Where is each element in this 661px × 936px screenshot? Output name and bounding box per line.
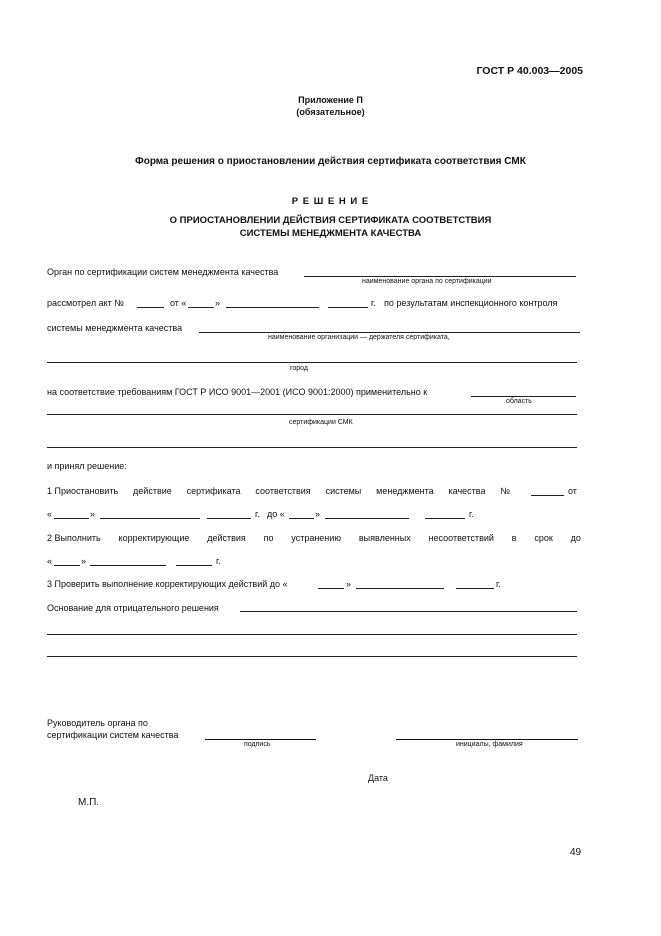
item-2-open-quote: « bbox=[47, 556, 53, 566]
item-2-word: по bbox=[263, 533, 274, 543]
item-1-word: менеджмента bbox=[376, 486, 434, 496]
compliance-label: на соответствие требованиям ГОСТ Р ИСО 9001—2001 (ИСО 9001:2000) применительно к bbox=[47, 387, 428, 397]
act-from-label: от « bbox=[170, 298, 187, 308]
act-label: рассмотрел акт № bbox=[47, 298, 124, 308]
date-label: Дата bbox=[368, 773, 388, 783]
basis-label: Основание для отрицательного решения bbox=[47, 603, 219, 613]
cert-field[interactable] bbox=[47, 414, 577, 415]
item-1-word: качества bbox=[448, 486, 486, 496]
head-label-2: сертификации систем качества bbox=[47, 730, 179, 740]
item-1-open-quote: « bbox=[47, 509, 53, 519]
item-1-word: действие bbox=[133, 486, 172, 496]
item-1-to-month-field[interactable] bbox=[325, 518, 409, 519]
item-3-label: 3 Проверить выполнение корректирующих действий до « bbox=[47, 579, 288, 589]
item-1-to-quote: » bbox=[315, 509, 321, 519]
item-2-word: в bbox=[511, 533, 517, 543]
decided-label: и принял решение: bbox=[47, 461, 127, 471]
item-1-word: 1 Приостановить bbox=[47, 486, 119, 496]
item-2-word: действия bbox=[207, 533, 246, 543]
item-3-year-field[interactable] bbox=[456, 588, 494, 589]
item-1-word: системы bbox=[325, 486, 362, 496]
item-1-to-label: до « bbox=[267, 509, 285, 519]
area-field[interactable] bbox=[471, 396, 576, 397]
name-hint: инициалы, фамилия bbox=[456, 741, 523, 748]
act-day-field[interactable] bbox=[188, 307, 214, 308]
item-3-quote: » bbox=[346, 579, 352, 589]
item-2-word: до bbox=[570, 533, 581, 543]
standard-number: ГОСТ Р 40.003—2005 bbox=[476, 65, 583, 77]
holder-hint: наименование организации — держателя сертификата, bbox=[268, 334, 450, 341]
item-2-year-label: г. bbox=[216, 556, 221, 566]
organ-hint: наименование органа по сертификации bbox=[362, 278, 492, 285]
item-1-text bbox=[47, 486, 510, 496]
item-2-word: корректирующие bbox=[118, 533, 190, 543]
item-2-word: выявленных bbox=[358, 533, 411, 543]
organ-label: Орган по сертификации систем менеджмента качества bbox=[47, 267, 279, 277]
decision-line-1: О ПРИОСТАНОВЛЕНИИ ДЕЙСТВИЯ СЕРТИФИКАТА СООТВЕТСТВИЯ bbox=[169, 215, 492, 226]
item-2-text bbox=[47, 533, 581, 543]
basis-field[interactable] bbox=[240, 611, 577, 612]
page-number: 49 bbox=[570, 847, 582, 858]
head-label-1: Руководитель органа по bbox=[47, 718, 148, 728]
item-2-word: срок bbox=[534, 533, 553, 543]
holder-field[interactable] bbox=[199, 332, 580, 333]
act-quote: » bbox=[215, 298, 221, 308]
form-title: Форма решения о приостановлении действия сертификата соответствия СМК bbox=[135, 156, 526, 167]
item-2-month-field[interactable] bbox=[90, 565, 166, 566]
item-2-close-quote: » bbox=[81, 556, 87, 566]
cert-number-field[interactable] bbox=[531, 495, 564, 496]
item-1-year-field[interactable] bbox=[207, 518, 251, 519]
act-year-field[interactable] bbox=[328, 307, 368, 308]
signature-field[interactable] bbox=[205, 739, 316, 740]
item-1-to-day-field[interactable] bbox=[289, 518, 314, 519]
item-2-year-field[interactable] bbox=[176, 565, 212, 566]
stamp-label: М.П. bbox=[78, 797, 100, 808]
item-3-month-field[interactable] bbox=[356, 588, 444, 589]
basis-field-2[interactable] bbox=[47, 634, 577, 635]
item-1-word: № bbox=[500, 486, 510, 496]
city-field[interactable] bbox=[47, 362, 577, 363]
area-hint: область bbox=[506, 398, 532, 405]
item-1-to-year-label: г. bbox=[469, 509, 474, 519]
item-2-word: устранению bbox=[291, 533, 342, 543]
system-label: системы менеджмента качества bbox=[47, 323, 183, 333]
item-2-word: 2 Выполнить bbox=[47, 533, 101, 543]
decision-line-2: СИСТЕМЫ МЕНЕДЖМЕНТА КАЧЕСТВА bbox=[239, 228, 422, 239]
appendix-title: Приложение П bbox=[298, 95, 363, 105]
item-3-day-field[interactable] bbox=[318, 588, 344, 589]
item-1-to-year-field[interactable] bbox=[425, 518, 465, 519]
act-result-label: по результатам инспекционного контроля bbox=[384, 298, 558, 308]
basis-field-3[interactable] bbox=[47, 656, 577, 657]
item-1-word: соответствия bbox=[255, 486, 311, 496]
decision-heading: Р Е Ш Е Н И Е bbox=[291, 196, 370, 207]
item-2-day-field[interactable] bbox=[54, 565, 80, 566]
item-1-from: от bbox=[568, 486, 577, 496]
item-1-word: сертификата bbox=[186, 486, 241, 496]
name-field[interactable] bbox=[396, 739, 578, 740]
item-1-year-label: г. bbox=[255, 509, 260, 519]
city-hint: город bbox=[290, 365, 309, 372]
item-1-day-field[interactable] bbox=[54, 518, 89, 519]
appendix-subtitle: (обязательное) bbox=[296, 107, 365, 117]
act-year-label: г. bbox=[371, 298, 376, 308]
act-month-field[interactable] bbox=[226, 307, 319, 308]
cert-hint: сертификации СМК bbox=[289, 419, 353, 426]
act-number-field[interactable] bbox=[137, 307, 164, 308]
item-1-close-quote: » bbox=[90, 509, 96, 519]
extra-field[interactable] bbox=[47, 447, 577, 448]
item-3-year-label: г. bbox=[496, 579, 501, 589]
organ-field[interactable] bbox=[304, 276, 576, 277]
item-1-month-field[interactable] bbox=[100, 518, 200, 519]
signature-hint: подпись bbox=[244, 741, 271, 748]
item-2-word: несоответствий bbox=[428, 533, 494, 543]
